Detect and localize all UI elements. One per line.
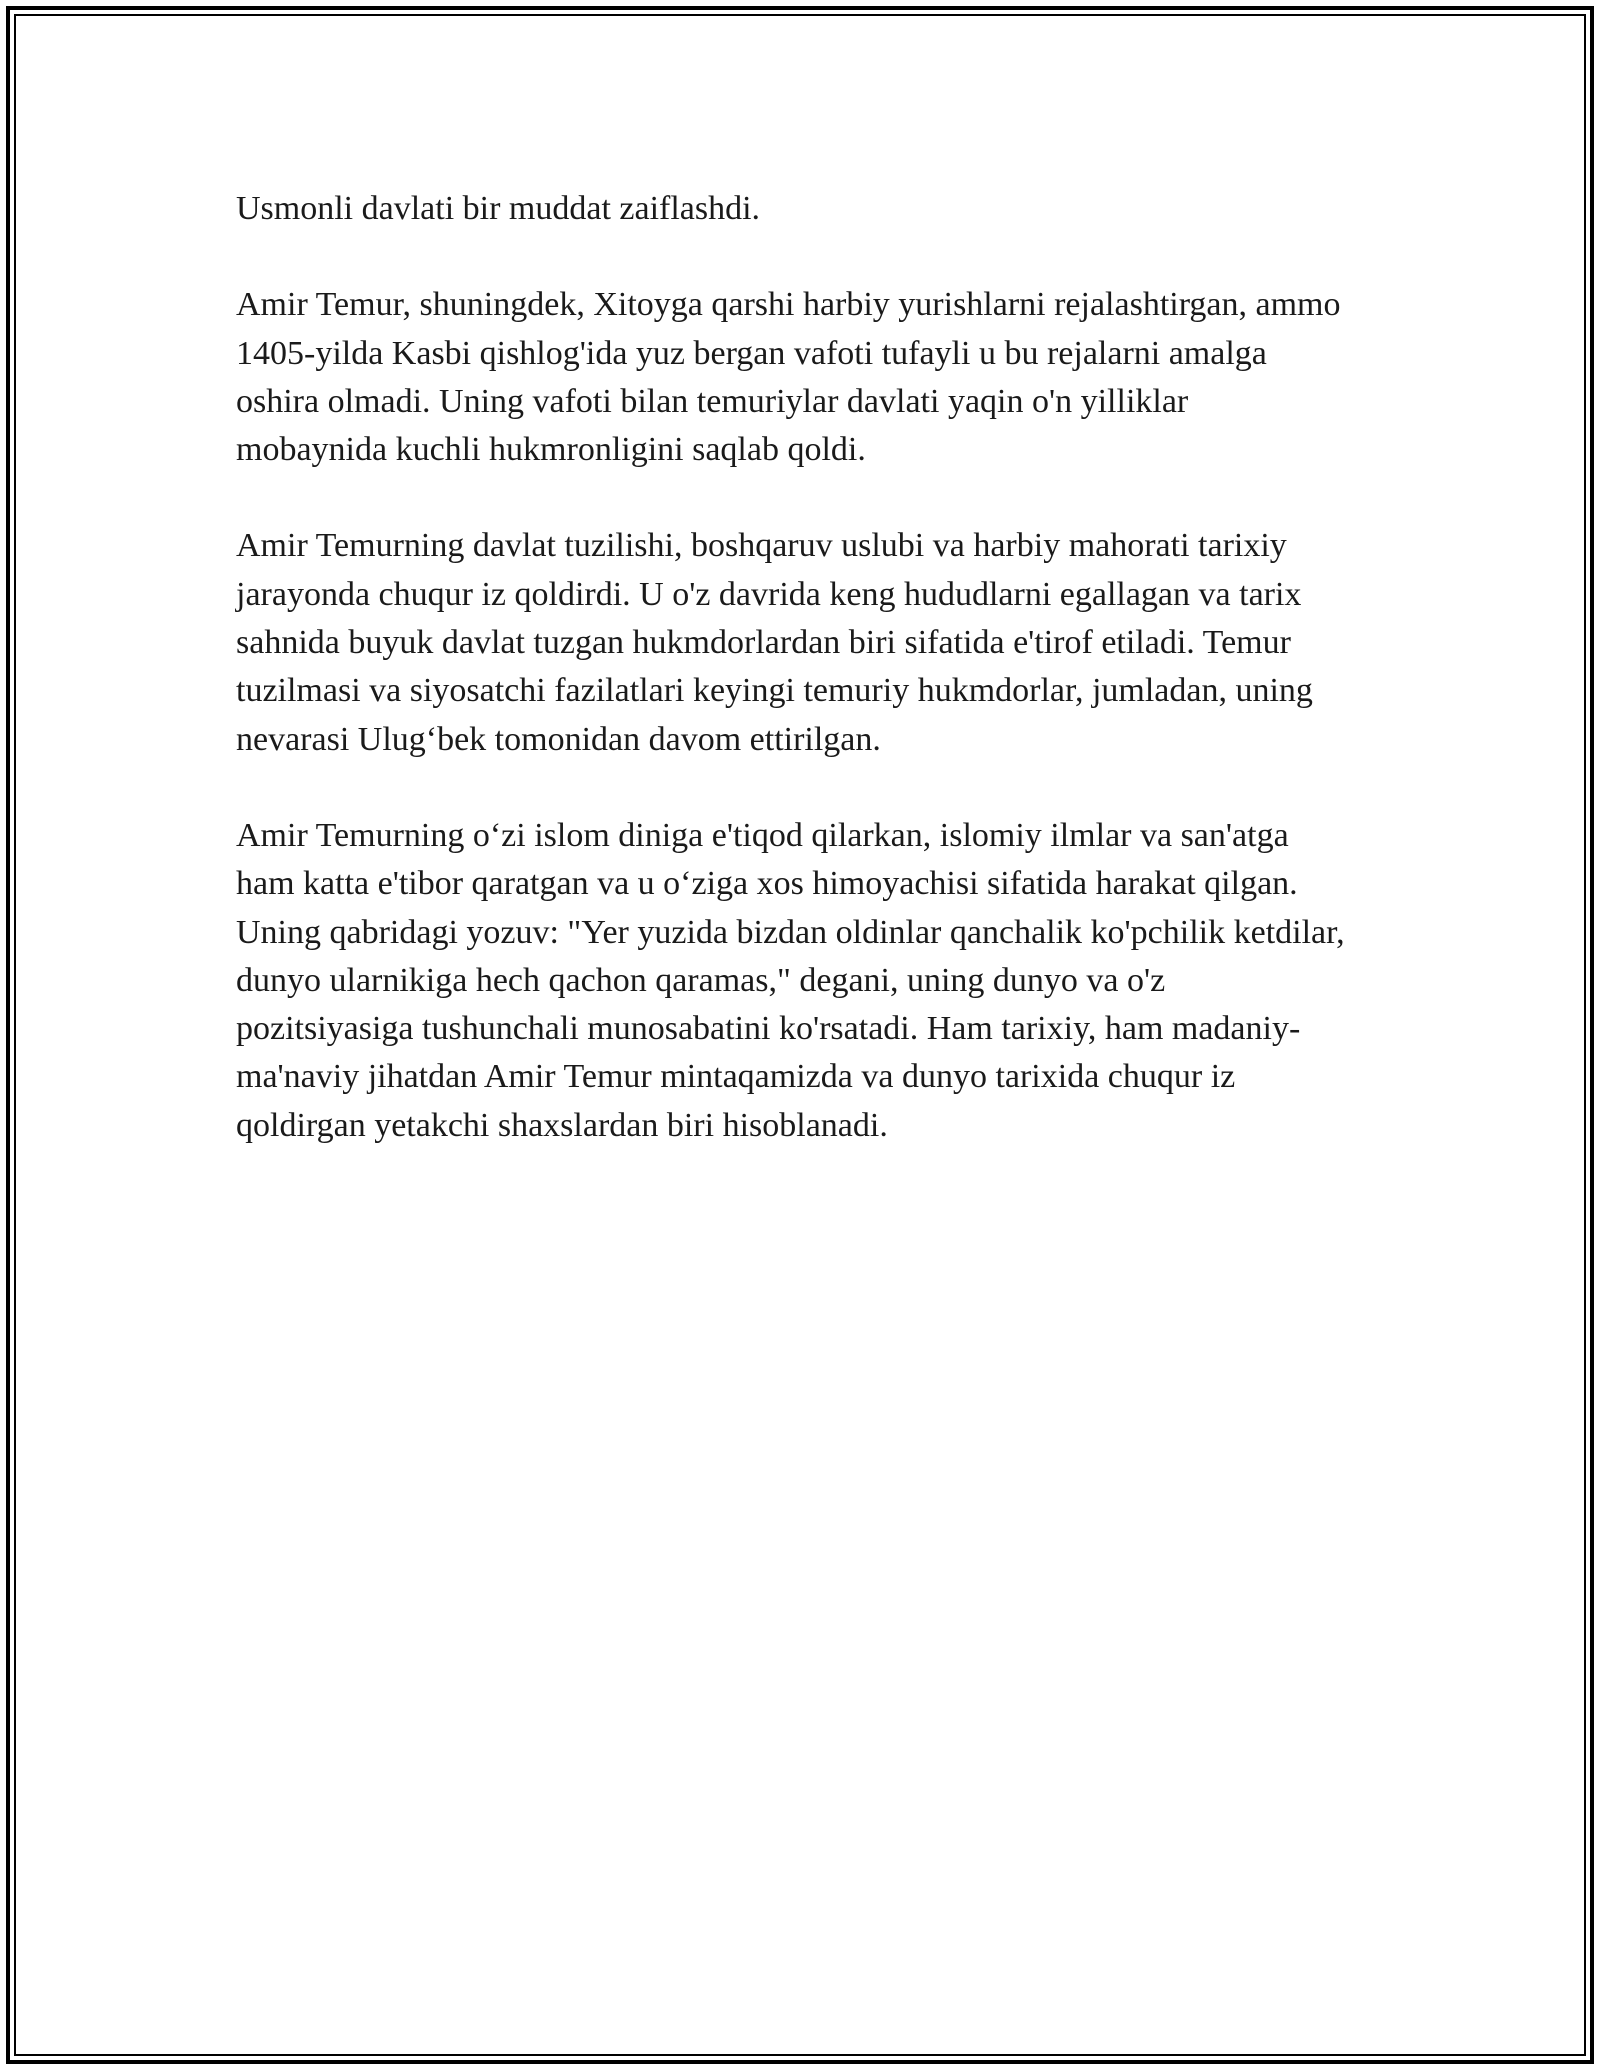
paragraph-4: Amir Temurning o‘zi islom diniga e'tiqod qilarkan, islomiy ilmlar va san'atga ham katta e'tibor qaratgan va u o‘ziga xos himoyachisi sifatida harakat qilgan. Uning qabridagi yozuv: "Yer yuzida bizdan oldinlar qanchalik ko'pchilik ketdilar, dunyo ularnikiga hech qachon qaramas," degani, uning dunyo va o'z pozitsiyasiga tushunchali munosabatini ko'rsatadi. Ham tarixiy, ham madaniy-ma'naviy jihatdan Amir Temur mintaqamizda va dunyo tarixida chuqur iz qoldirgan yetakchi shaxslardan biri hisoblanadi. — [236, 816, 1345, 1144]
paragraph-2: Amir Temur, shuningdek, Xitoyga qarshi harbiy yurishlarni rejalashtirgan, ammo 1405-yilda Kasbi qishlog'ida yuz bergan vafoti tufayli u bu rejalarni amalga oshira olmadi. Uning vafoti bilan temuriylar davlati yaqin o'n yilliklar mobaynida kuchli hukmronligini saqlab qoldi. — [236, 286, 1341, 469]
document-body — [236, 185, 1346, 1150]
paragraph-1: Usmonli davlati bir muddat zaiflashdi. — [236, 190, 761, 227]
paragraph-3: Amir Temurning davlat tuzilishi, boshqaruv uslubi va harbiy mahorati tarixiy jarayonda chuqur iz qoldirdi. U o'z davrida keng hududlarni egallagan va tarix sahnida buyuk davlat tuzgan hukmdorlardan biri sifatida e'tirof etiladi. Temur tuzilmasi va siyosatchi fazilatlari keyingi temuriy hukmdorlar, jumladan, uning nevarasi Ulug‘bek tomonidan davom ettirilgan. — [236, 527, 1313, 758]
